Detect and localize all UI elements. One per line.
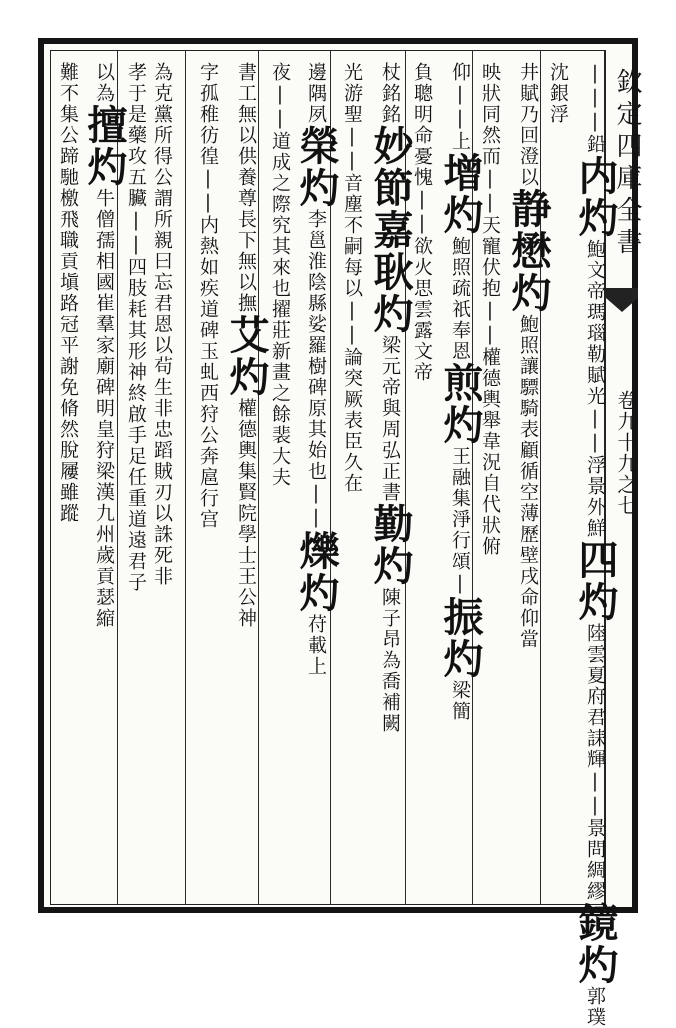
entry-note: 仰||上	[449, 62, 471, 152]
entry-heading: 艾灼	[223, 314, 270, 398]
entry-heading: 耿灼	[367, 251, 414, 335]
entry-note: 陸雲夏府君誄輝||景問綢繆	[584, 623, 606, 902]
volume-label: 卷九十九之七	[614, 390, 638, 516]
entry-heading: 四灼	[572, 539, 619, 623]
text-column	[270, 62, 290, 900]
entry-note: 論突厥表臣久在	[341, 347, 363, 494]
entry-note: 邊隅夙	[305, 62, 327, 125]
entry-note: 映狀同然而||	[479, 62, 501, 215]
entry-heading: 爍灼	[293, 530, 340, 614]
entry-note: 負聰明	[411, 62, 433, 125]
entry-heading: 勤灼	[367, 503, 414, 587]
text-column	[223, 62, 270, 900]
entry-note: 鮑照疏祇奉恩	[449, 236, 471, 362]
text-column	[152, 62, 172, 900]
entry-heading: 增灼	[437, 152, 484, 236]
entry-note: 鮑文帝瑪瑙勒賦光||浮景外鮮	[584, 239, 606, 539]
book-title: 欽定四庫全書	[612, 68, 642, 260]
text-column	[293, 62, 340, 900]
text-column	[81, 62, 128, 900]
entry-note: 天寵伏抱||權德輿舉韋況自代狀俯	[479, 215, 501, 557]
text-column	[126, 62, 146, 900]
entry-heading: 懋灼	[505, 230, 552, 314]
text-column	[342, 62, 362, 900]
entry-note: 光游聖||	[341, 62, 363, 173]
entry-note: 以為	[93, 62, 115, 104]
entry-note: |||鉛	[584, 62, 606, 155]
entry-note: 難	[57, 62, 79, 83]
entry-note: 杖銘銘	[379, 62, 401, 125]
text-column	[58, 62, 78, 900]
entry-note: 牛僧孺相國崔羣家廟碑明皇狩梁漢九州歲貢瑟縮	[93, 188, 115, 629]
entry-note: 夜||	[269, 62, 291, 131]
entry-heading: 榮灼	[293, 125, 340, 209]
entry-note: 權德輿集賢院學士王公神	[235, 398, 257, 629]
entry-heading: 妙節嘉	[367, 125, 414, 251]
text-column	[367, 62, 414, 900]
entry-note: 苻載上	[305, 614, 327, 677]
entry-note: 郭璞	[584, 986, 606, 1028]
text-column	[505, 62, 552, 900]
entry-note: 不集公蹄馳檄飛職貢塡路冠平謝免脩然脫屨雖蹤	[57, 83, 79, 524]
entry-note: 字孤稚彷徨||内熱如疾	[197, 62, 219, 299]
entry-heading: 煎灼	[437, 362, 484, 446]
text-column	[198, 62, 218, 900]
text-column	[572, 62, 619, 1028]
entry-note: 井賦乃回澄以	[517, 62, 539, 188]
entry-heading: 擅灼	[81, 104, 128, 188]
entry-note: 為克黨所得公謂所親曰忘君恩以茍生非忠蹈賊刃以誅死非	[151, 62, 173, 587]
entry-heading: 振灼	[437, 596, 484, 680]
entry-note: 道成之際究其來也擢莊新畫之餘	[269, 131, 291, 425]
entry-note: 李邕淮陰縣娑羅樹碑原其始也||	[305, 209, 327, 530]
entry-note: 王融集淨行頌|	[449, 446, 471, 596]
entry-note: 沈銀浮	[547, 62, 569, 125]
entry-note: 鮑照讓驃騎表顧循空薄歷壁戌命仰當	[517, 314, 539, 650]
entry-note: 命憂愧||	[411, 125, 433, 236]
entry-note: 梁簡	[449, 680, 471, 722]
column-rule	[185, 50, 186, 905]
entry-heading: 静	[505, 188, 552, 230]
text-column	[437, 62, 484, 900]
entry-note: 音塵不嗣每以||	[341, 173, 363, 347]
text-column	[412, 62, 432, 900]
entry-note: 書工無以供養尊長下無以撫	[235, 62, 257, 314]
entry-heading: 内灼	[572, 155, 619, 239]
entry-note: 欲火思雲露	[411, 236, 433, 341]
entry-note: 裴大夫	[269, 425, 291, 488]
entry-note: 文帝	[411, 341, 433, 383]
entry-note: 梁元帝與周弘正書	[379, 335, 401, 503]
entry-note: 道碑玉虬西狩公奔扈行宫	[197, 299, 219, 530]
entry-note: 陳子昂為喬補闕	[379, 587, 401, 734]
entry-note: 孝于是藥攻五臟||四肢耗其形神終啟手足任重道遠君子	[125, 62, 147, 593]
entry-heading: 鏡灼	[572, 902, 619, 986]
